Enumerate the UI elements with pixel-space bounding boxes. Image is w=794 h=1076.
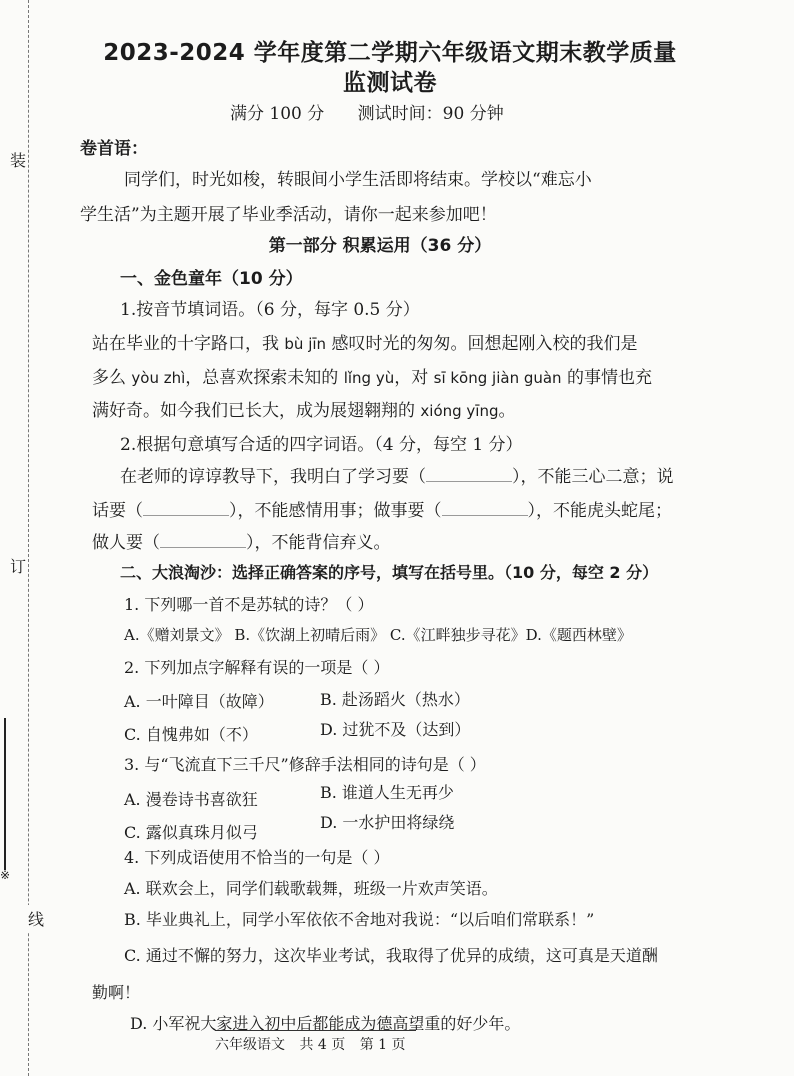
s2-q4-option-c-line1: C. 通过不懈的努力，这次毕业考试，我取得了优异的成绩，这可真是天道酬 xyxy=(124,946,658,965)
s2-q2-option-a: A. 一叶障目（故障） xyxy=(124,692,274,711)
s2-q1-options: A.《赠刘景文》 B.《饮湖上初晴后雨》 C.《江畔独步寻花》D.《题西林壁》 xyxy=(124,626,632,644)
s2-q2-option-d: D. 过犹不及（达到） xyxy=(320,720,471,739)
pinyin-xiongying: xióng yīng xyxy=(420,402,499,420)
s2-q4-option-b: B. 毕业典礼上，同学小军依依不舍地对我说：“以后咱们常联系！” xyxy=(124,910,595,929)
s2-q3-stem: 3. 与“飞流直下三千尺”修辞手法相同的诗句是（ ） xyxy=(124,755,486,774)
s1-q1-stem: 1.按音节填词语。（6 分，每字 0.5 分） xyxy=(120,300,420,320)
s1-q1-line2: 多么 yòu zhì，总喜欢探索未知的 lǐng yù，对 sī kōng jiàn guàn 的事情也充 xyxy=(92,368,652,388)
binding-char-xian: 线 xyxy=(28,905,44,932)
s2-q3-option-d: D. 一水护田将绿绕 xyxy=(320,813,455,832)
s1-q1-line3: 满好奇。如今我们已长大，成为展翅翱翔的 xióng yīng。 xyxy=(92,401,516,421)
binding-char-ding: 订 xyxy=(10,552,26,579)
full-score: 满分 100 分 xyxy=(230,104,325,124)
s2-q2-option-c: C. 自愧弗如（不） xyxy=(124,725,258,744)
binding-margin xyxy=(0,0,60,1076)
s2-q3-option-c: C. 露似真珠月似弓 xyxy=(124,823,258,842)
binding-solid-bar xyxy=(4,718,6,870)
exam-title-line2: 监测试卷 xyxy=(343,70,437,96)
s2-q4-option-a: A. 联欢会上，同学们载歌载舞，班级一片欢声笑语。 xyxy=(124,879,498,898)
section2-title: 二、大浪淘沙：选择正确答案的序号，填写在括号里。（10 分，每空 2 分） xyxy=(120,563,659,582)
answer-blank[interactable] xyxy=(160,547,246,548)
exam-meta xyxy=(230,99,532,124)
s1-q2-line3: 做人要（ ），不能背信弃义。 xyxy=(92,533,391,553)
pinyin-bujin: bù jīn xyxy=(284,335,327,353)
s2-q4-stem: 4. 下列成语使用不恰当的一句是（ ） xyxy=(124,848,390,867)
test-time: 测试时间：90 分钟 xyxy=(357,104,504,124)
s1-q2-line2: 话要（ ），不能感情用事；做事要（ ），不能虎头蛇尾； xyxy=(92,501,672,521)
s1-q1-line1: 站在毕业的十字路口，我 bù jīn 感叹时光的匆匆。回想起刚入校的我们是 xyxy=(92,334,638,354)
part1-title: 第一部分 积累运用（36 分） xyxy=(268,236,492,256)
s2-q3-option-b: B. 谁道人生无再少 xyxy=(320,783,454,802)
answer-blank[interactable] xyxy=(442,515,528,516)
answer-blank[interactable] xyxy=(426,481,512,482)
footer-subject: 六年级语文 xyxy=(215,1037,285,1053)
exam-page xyxy=(80,0,780,1076)
section1-title: 一、金色童年（10 分） xyxy=(120,269,303,289)
s2-q2-stem: 2. 下列加点字解释有误的一项是（ ） xyxy=(124,658,390,677)
s2-q1-stem: 1. 下列哪一首不是苏轼的诗？（ ） xyxy=(124,595,374,614)
page-footer xyxy=(215,1030,416,1054)
s2-q3-option-a: A. 漫卷诗书喜欲狂 xyxy=(124,790,258,809)
pinyin-lingyu: lǐng yù xyxy=(343,369,395,387)
preface-label: 卷首语： xyxy=(80,139,148,159)
exam-title-line1: 2023-2024 学年度第二学期六年级语文期末教学质量 xyxy=(103,40,677,66)
s2-q4-option-c-line2: 勤啊！ xyxy=(92,983,141,1002)
footer-page-number: 第 1 页 xyxy=(359,1037,406,1053)
footer-total-pages: 共 4 页 xyxy=(299,1037,346,1053)
preface-line1: 同学们，时光如梭，转眼间小学生活即将结束。学校以“难忘小 xyxy=(124,170,592,190)
pinyin-youzhi: yòu zhì xyxy=(131,369,186,387)
s1-q2-stem: 2.根据句意填写合适的四字词语。（4 分，每空 1 分） xyxy=(120,435,523,455)
s2-q4-option-d: D. 小军祝大家进入初中后都能成为德高望重的好少年。 xyxy=(130,1014,521,1033)
binding-edge-mark: ※ xyxy=(0,868,11,882)
pinyin-sikongjianguan: sī kōng jiàn guàn xyxy=(433,369,562,387)
answer-blank[interactable] xyxy=(143,515,229,516)
binding-char-zhuang: 装 xyxy=(10,146,26,173)
s1-q2-line1: 在老师的谆谆教导下，我明白了学习要（ ），不能三心二意；说 xyxy=(120,467,674,487)
preface-line2: 学生活”为主题开展了毕业季活动，请你一起来参加吧！ xyxy=(80,205,497,225)
s2-q2-option-b: B. 赴汤蹈火（热水） xyxy=(320,690,470,709)
